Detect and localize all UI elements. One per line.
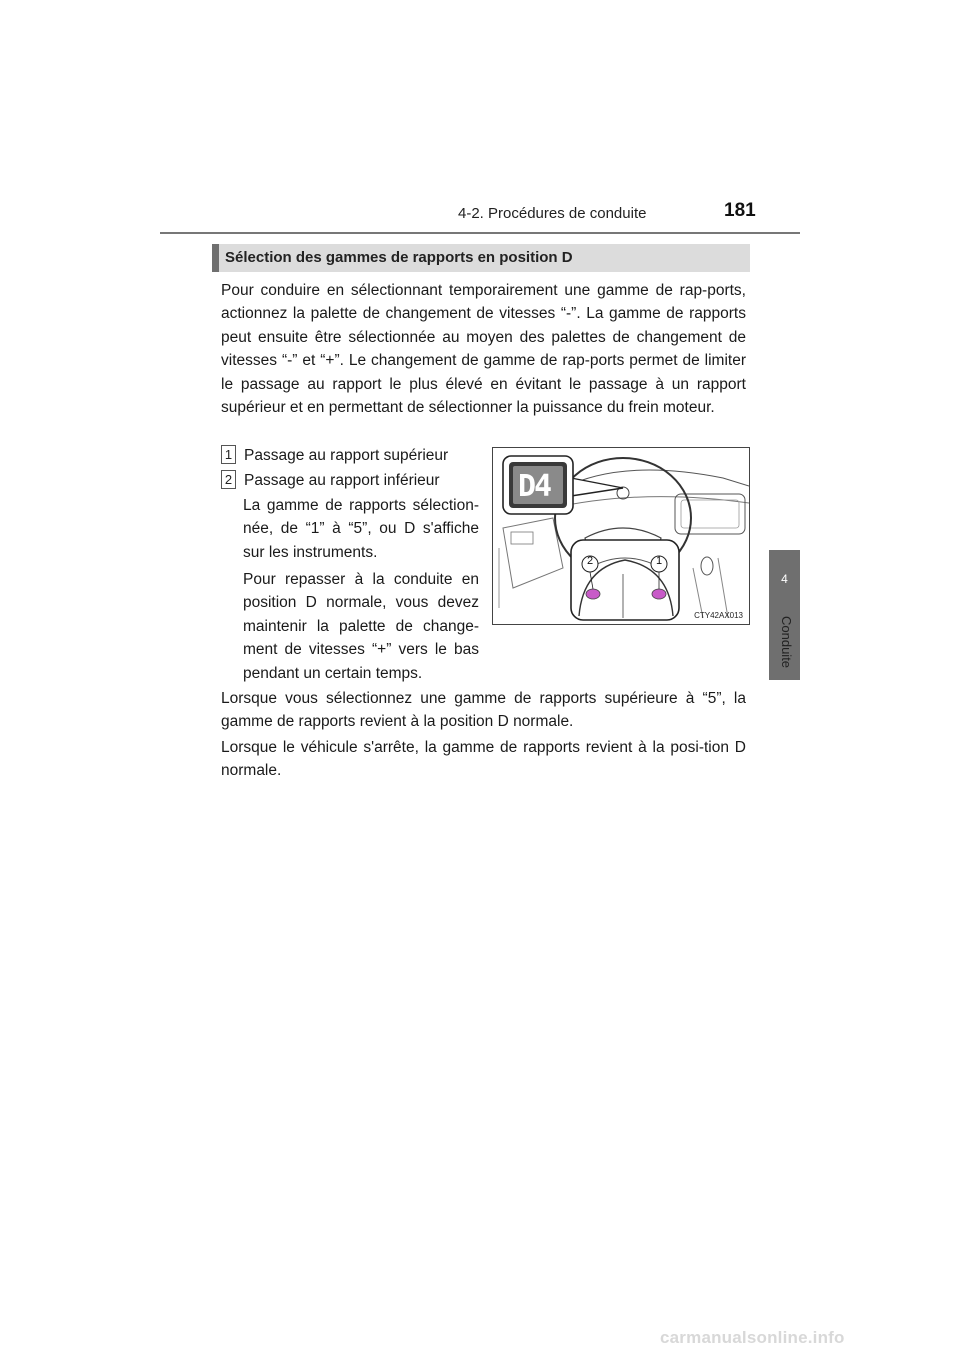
display-paragraph: La gamme de rapports sélection-née, de “1” à “5”, ou D s'affiche sur les instruments. bbox=[243, 497, 479, 561]
legend-label: Passage au rapport supérieur bbox=[244, 447, 449, 464]
callout-1: 1 bbox=[655, 555, 663, 567]
page-number: 181 bbox=[724, 200, 756, 221]
legend-item bbox=[221, 470, 440, 492]
legend-number-2: 2 bbox=[221, 470, 236, 489]
return-paragraph: Pour repasser à la conduite en position D normale, vous devez maintenir la palette de change-ment de vitesses “+” vers le bas pendant un certain temps. bbox=[243, 571, 479, 682]
legend-item bbox=[221, 445, 448, 467]
figure-code: CTY42AX013 bbox=[694, 611, 743, 620]
watermark: carmanualsonline.info bbox=[660, 1328, 845, 1347]
chapter-tab-number: 4 bbox=[781, 572, 788, 586]
legend-label: Passage au rapport inférieur bbox=[244, 472, 440, 489]
legend-number-1: 1 bbox=[221, 445, 236, 464]
header-divider bbox=[160, 232, 800, 234]
chapter-tab-label: Conduite bbox=[779, 616, 794, 669]
upper-range-paragraph: Lorsque vous sélectionnez une gamme de rapports supérieure à “5”, la gamme de rapports revient à la position D normale. bbox=[221, 690, 746, 731]
section-title: 4-2. Procédures de conduite bbox=[458, 205, 647, 222]
gear-display-label: D4 bbox=[518, 469, 551, 504]
stop-paragraph: Lorsque le véhicule s'arrête, la gamme de rapports revient à la posi-tion D normale. bbox=[221, 739, 746, 780]
callout-2: 2 bbox=[586, 555, 594, 567]
paddle-shifter-figure bbox=[492, 447, 750, 625]
section-heading: Sélection des gammes de rapports en position D bbox=[225, 249, 573, 266]
intro-paragraph: Pour conduire en sélectionnant temporairement une gamme de rap-ports, actionnez la palette de changement de vitesses “-”. La gamme de rapports peut ensuite être sélectionnée au moyen des palettes de changement de vitesses “-” et “+”. Le changement de gamme de rap-ports permet de limiter le passage au rapport le plus élevé en évitant le passage à un rapport supérieur et en permettant de sélectionner la puissance du frein moteur. bbox=[221, 282, 746, 417]
